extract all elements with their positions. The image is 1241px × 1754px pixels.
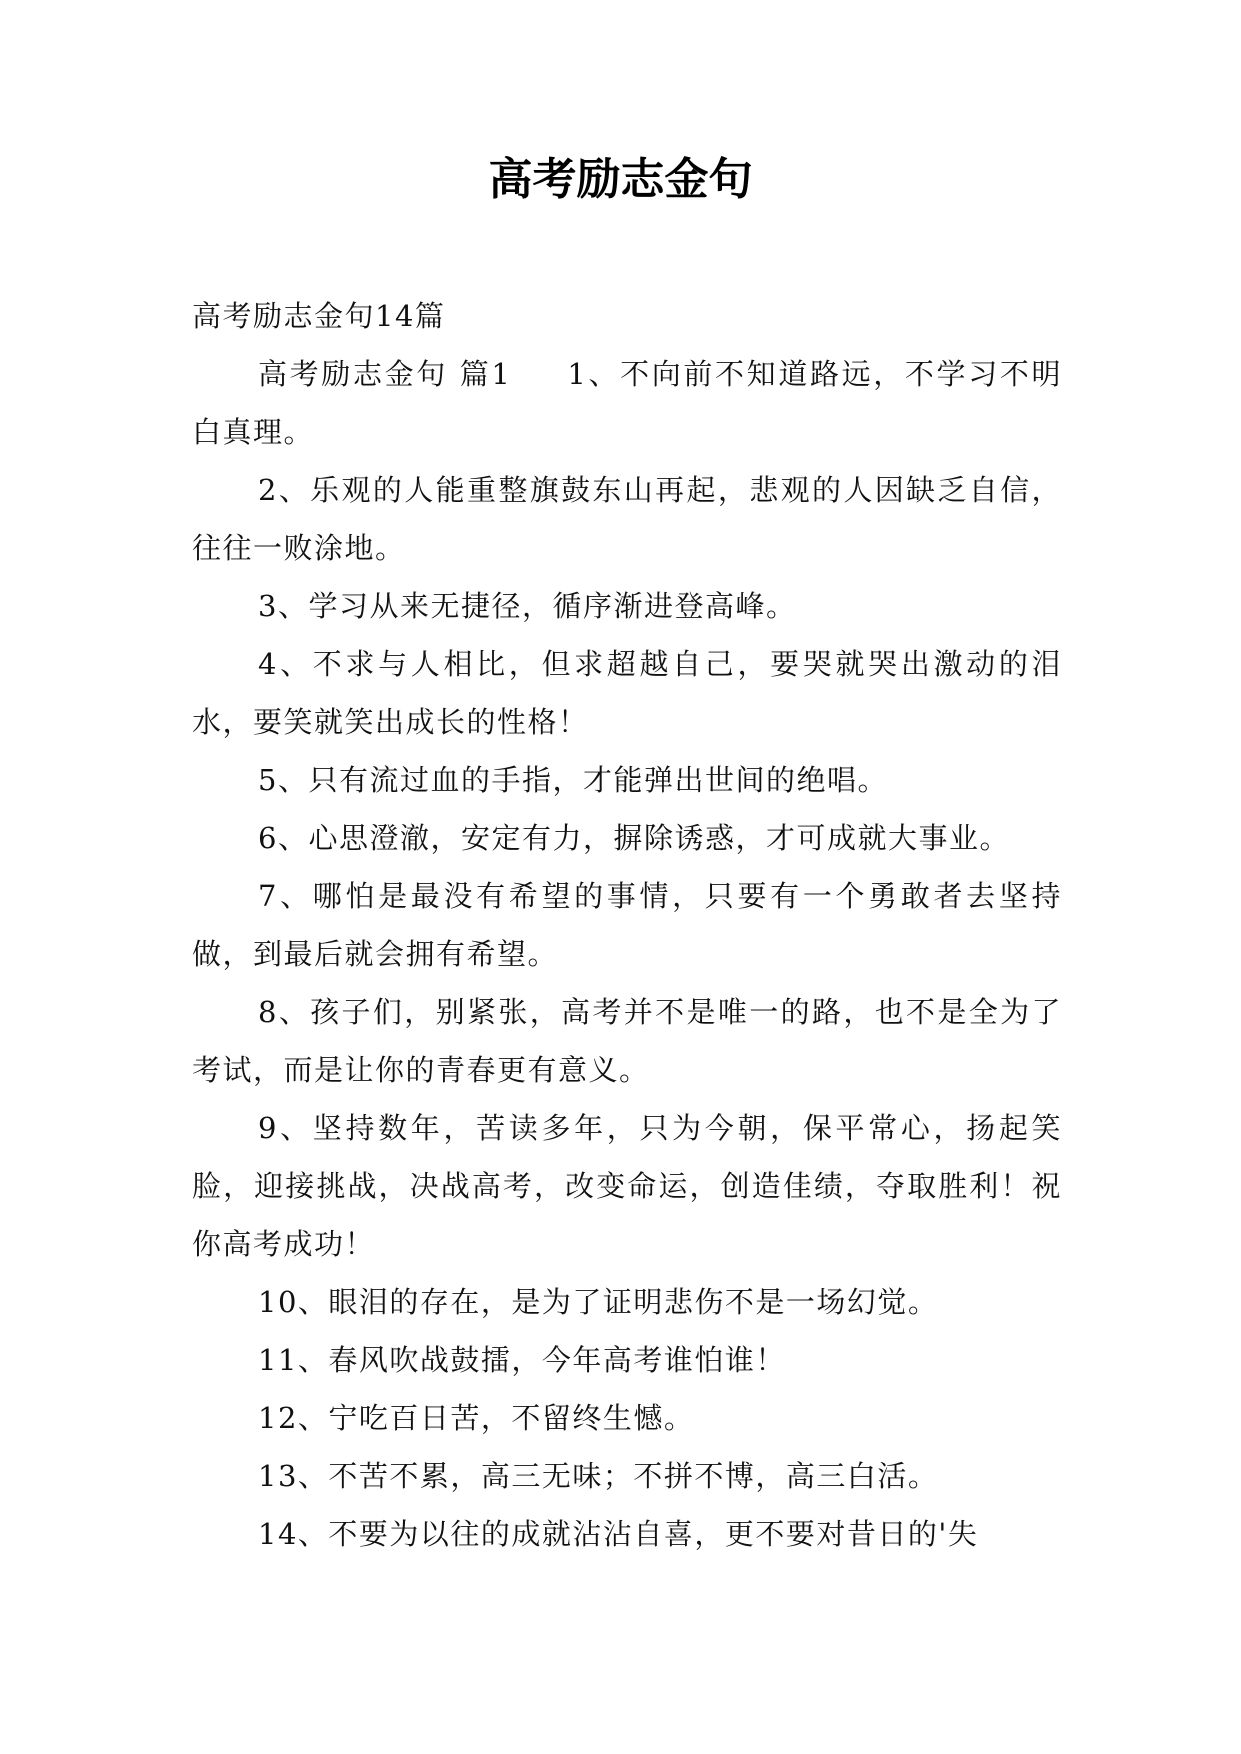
paragraph-4: 4、不求与人相比，但求超越自己，要哭就哭出激动的泪水，要笑就笑出成长的性格！ [192, 647, 1062, 739]
paragraph-text: 1、不向前不知道路远，不学习不明白真理。 [192, 357, 1062, 449]
paragraph-1 [192, 345, 1062, 461]
paragraph-6: 6、心思澄澈，安定有力，摒除诱惑，才可成就大事业。 [258, 821, 1010, 855]
document-title: 高考励志金句 [488, 154, 753, 205]
document-body [192, 287, 1062, 1563]
paragraph-11: 11、春风吹战鼓擂，今年高考谁怕谁！ [258, 1343, 786, 1377]
paragraph-2: 2、乐观的人能重整旗鼓东山再起，悲观的人因缺乏自信，往往一败涂地。 [192, 473, 1062, 565]
paragraph-9: 9、坚持数年，苦读多年，只为今朝，保平常心，扬起笑脸，迎接挑战，决战高考，改变命运，创造佳绩，夺取胜利！祝你高考成功！ [192, 1111, 1062, 1261]
paragraph-14: 14、不要为以往的成就沾沾自喜，更不要对昔日的'失 [258, 1517, 979, 1551]
paragraph-7: 7、哪怕是最没有希望的事情，只要有一个勇敢者去坚持做，到最后就会拥有希望。 [192, 879, 1062, 971]
paragraph-8: 8、孩子们，别紧张，高考并不是唯一的路，也不是全为了考试，而是让你的青春更有意义。 [192, 995, 1062, 1087]
paragraph-10: 10、眼泪的存在，是为了证明悲伤不是一场幻觉。 [258, 1285, 939, 1319]
paragraph-3: 3、学习从来无捷径，循序渐进登高峰。 [258, 589, 797, 623]
document-subtitle: 高考励志金句14篇 [192, 299, 446, 333]
paragraph-13: 13、不苦不累，高三无味；不拼不博，高三白活。 [258, 1459, 939, 1493]
paragraph-5: 5、只有流过血的手指，才能弹出世间的绝唱。 [258, 763, 888, 797]
section-heading: 高考励志金句 篇1 [258, 357, 512, 391]
paragraph-12: 12、宁吃百日苦，不留终生憾。 [258, 1401, 695, 1435]
